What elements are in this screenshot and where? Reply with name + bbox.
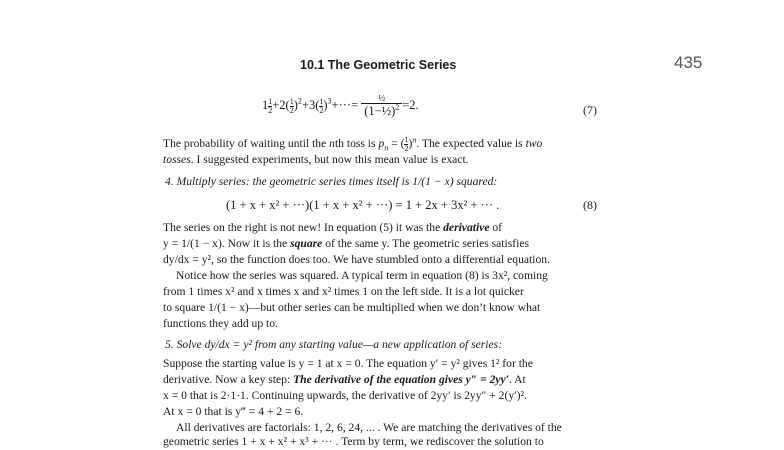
- equation-7: 1 $\frac{1}{2}$ +2( $\frac{1}{2}$ )$^2$+3( $\frac{1}{2}$ )$^3$+···= $\frac{\text{½}}{(1-\frac{1}{2})^2}$ =2.: [262, 93, 419, 118]
- paragraph-starting-line2: derivative. Now a key step: The derivative of the equation gives y″ = 2yy′. At: [163, 373, 526, 386]
- page-number: 435: [674, 53, 703, 72]
- paragraph-squared-line1: Notice how the series was squared. A typical term in equation (8) is 3x², coming: [176, 269, 548, 282]
- paragraph-series-line2: y = 1/(1 − x). Now it is the square of the same y. The geometric series satisfies: [163, 237, 529, 250]
- paragraph-starting-line3: x = 0 that is 2·1·1. Continuing upwards, the derivative of 2yy′ is 2yy″ + 2(y′)².: [163, 389, 527, 402]
- item-4-heading: 4. Multiply series: the geometric series times itself is 1/(1 − x) squared:: [165, 175, 498, 188]
- paragraph-series-line3: dy/dx = y², so the function does too. We have stumbled onto a differential equation.: [163, 253, 550, 266]
- section-title: 10.1 The Geometric Series: [300, 58, 457, 72]
- item-5-heading: 5. Solve dy/dx = y² from any starting value—a new application of series:: [165, 338, 503, 351]
- paragraph-factorials-line1: All derivatives are factorials: 1, 2, 6, 24, ... . We are matching the derivatives of the: [176, 421, 562, 434]
- paragraph-squared-line3: to square 1/(1 − x)—but other series can be multiplied when we don’t know what: [163, 301, 541, 314]
- paragraph-squared-line2: from 1 times x² and x times x and x² times 1 on the left side. It is a lot quicker: [163, 285, 524, 298]
- paragraph-squared-line4: functions they add up to.: [163, 317, 278, 330]
- paragraph-factorials-line2: geometric series 1 + x + x² + x³ + ··· . Term by term, we rediscover the solution to: [163, 435, 544, 448]
- equation-8-number: (8): [583, 198, 597, 212]
- equation-7-number: (7): [583, 103, 597, 117]
- equation-8: (1 + x + x² + ···)(1 + x + x² + ···) = 1 + 2x + 3x² + ··· .: [226, 198, 500, 212]
- paragraph-series-line1: The series on the right is not new! In equation (5) it was the derivative of: [163, 221, 503, 234]
- paragraph-probability-line1: The probability of waiting until the nth toss is $p_n$ = ( $\frac{1}{2}$ )$^n$. The expected value is two: [163, 135, 543, 153]
- paragraph-probability-line2: tosses. I suggested experiments, but now this mean value is exact.: [163, 153, 469, 166]
- paragraph-starting-line1: Suppose the starting value is y = 1 at x = 0. The equation y′ = y² gives 1² for the: [163, 357, 533, 370]
- paragraph-starting-line4: At x = 0 that is y‴ = 4 + 2 = 6.: [163, 405, 304, 418]
